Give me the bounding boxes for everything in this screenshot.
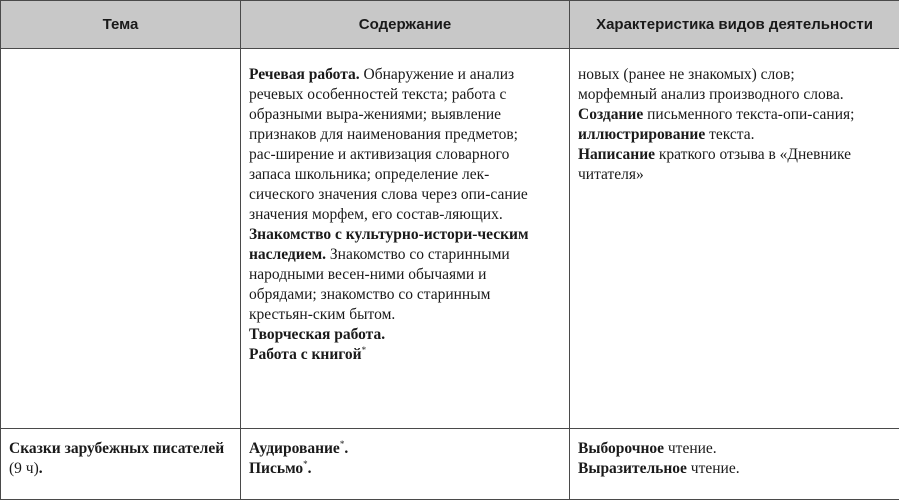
selective-reading-text: чтение. (664, 440, 717, 457)
writing-text: краткого отзыва в «Дневнике читателя» (578, 146, 851, 183)
header-activities: Характеристика видов деятельности (570, 1, 899, 49)
selective-reading-paragraph (578, 439, 891, 459)
creative-work-heading: Творческая работа. (249, 326, 385, 343)
writing-paragraph (578, 145, 891, 185)
speech-work-paragraph (249, 65, 561, 225)
speech-work-text: Обнаружение и анализ речевых особенностей текста; работа с образными выра-жениями; выявление признаков для наименования предметов; рас-ширение и активизация словарного запаса школьника; определение лек-сического значения слова через опи-сание значения морфем, его состав-ляющих. (249, 66, 528, 223)
illustration-heading: иллюстрирование (578, 126, 705, 143)
book-work-paragraph (249, 345, 561, 365)
footnote-mark: * (303, 459, 308, 469)
expressive-reading-paragraph (578, 459, 891, 479)
topic-cell-empty (1, 49, 241, 429)
footnote-mark: * (340, 439, 345, 449)
heritage-paragraph (249, 225, 561, 325)
header-content: Содержание (241, 1, 570, 49)
writing-work-heading: Письмо (249, 460, 303, 477)
activities-cell (570, 49, 899, 429)
footnote-mark: * (362, 345, 367, 355)
heritage-text: Знакомство со старинными народными весен-ними обычаями и обрядами; знакомство со старинным крестьян-ским бытом. (249, 246, 510, 323)
selective-reading-heading: Выборочное (578, 440, 664, 457)
topic-dot: . (39, 460, 43, 477)
expressive-reading-text: чтение. (687, 460, 740, 477)
header-topic: Тема (1, 1, 241, 49)
listening-dot: . (344, 440, 348, 457)
creation-text: письменного текста-опи-сания; (643, 106, 854, 123)
topic-cell (1, 429, 241, 500)
table-header-row (1, 1, 899, 49)
words-text: новых (ранее не знакомых) слов; морфемный анализ производного слова. (578, 66, 844, 103)
topic-title: Сказки зарубежных писателей (9, 440, 224, 457)
heritage-heading: Знакомство с культурно-истори-ческим наследием. (249, 226, 529, 263)
listening-heading: Аудирование (249, 440, 340, 457)
topic-hours: (9 ч) (9, 460, 39, 477)
illustration-text: текста. (705, 126, 754, 143)
table-row (1, 49, 899, 429)
creative-work-paragraph (249, 325, 561, 345)
speech-work-heading: Речевая работа. (249, 66, 360, 83)
content-cell (241, 429, 570, 500)
listening-paragraph (249, 439, 561, 459)
table-row (1, 429, 899, 500)
writing-heading: Написание (578, 146, 655, 163)
writing-work-paragraph (249, 459, 561, 479)
expressive-reading-heading: Выразительное (578, 460, 687, 477)
book-work-heading: Работа с книгой (249, 346, 362, 363)
content-cell (241, 49, 570, 429)
activities-cell (570, 429, 899, 500)
creation-heading: Создание (578, 106, 643, 123)
writing-work-dot: . (308, 460, 312, 477)
creation-paragraph (578, 105, 891, 145)
words-paragraph (578, 65, 891, 105)
topic-paragraph (9, 439, 232, 479)
